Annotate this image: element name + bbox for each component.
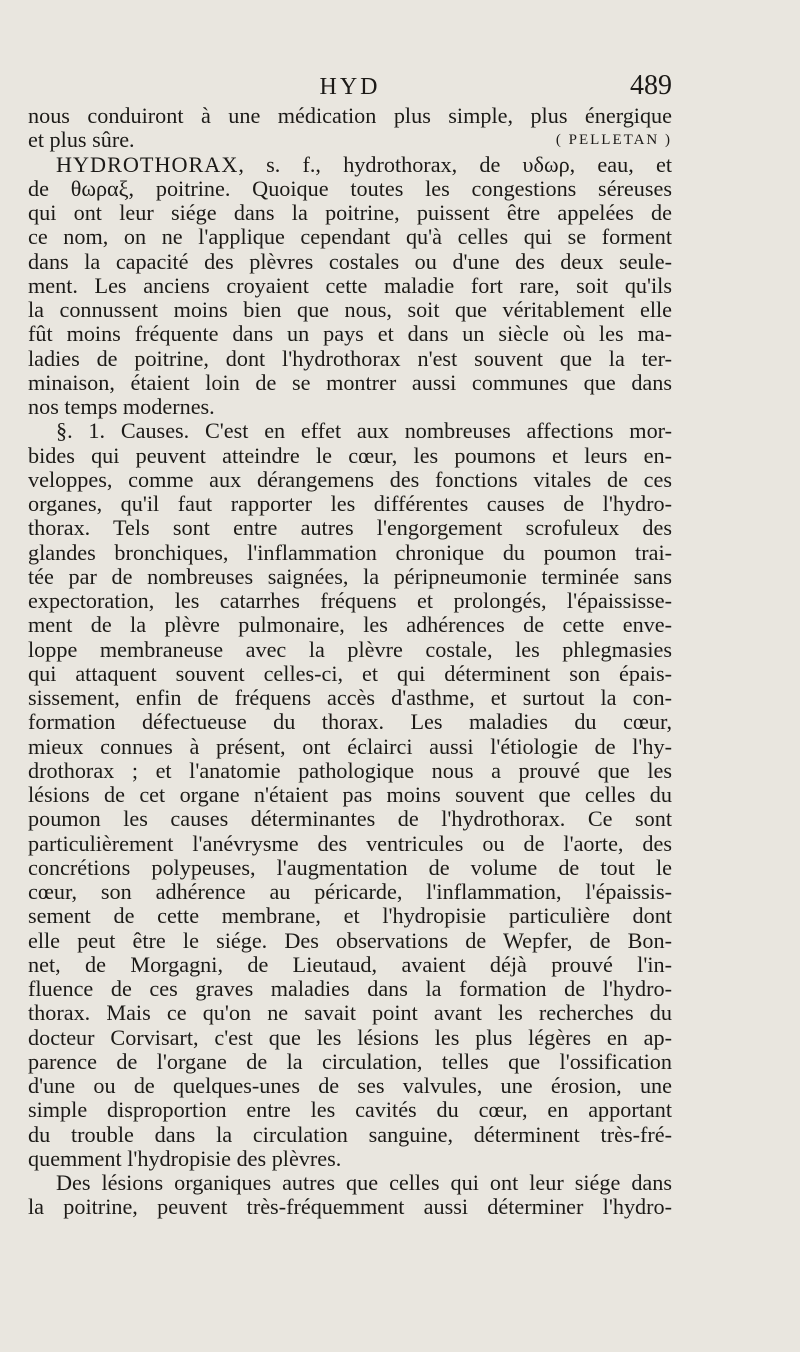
text-line: du trouble dans la circulation sanguine, déterminent très-fré-	[28, 1121, 672, 1147]
text-line: loppe membraneuse avec la plèvre costale, les phlegmasies	[28, 636, 672, 662]
text-line: fût moins fréquente dans un pays et dans un siècle où les ma-	[28, 321, 672, 347]
body-text	[28, 104, 672, 1220]
text-line: sement de cette membrane, et l'hydropisie particulière dont	[28, 903, 672, 929]
text-line: tée par de nombreuses saignées, la péripneumonie terminée sans	[28, 563, 672, 589]
page-header	[28, 72, 672, 106]
text-line: thorax. Tels sont entre autres l'engorgement scrofuleux des	[28, 515, 672, 541]
text-line: Des lésions organiques autres que celles qui ont leur siége dans	[56, 1170, 672, 1195]
text-line: net, de Morgagni, de Lieutaud, avaient déjà prouvé l'in-	[28, 951, 672, 977]
text-line: la poitrine, peuvent très-fréquemment aussi déterminer l'hydro-	[28, 1194, 672, 1220]
text-line: docteur Corvisart, c'est que les lésions les plus légères en ap-	[28, 1024, 672, 1050]
text-line: qui ont leur siége dans la poitrine, puissent être appelées de	[28, 200, 672, 225]
entry-headword-line	[28, 153, 672, 177]
text-line: qui attaquent souvent celles-ci, et qui déterminent son épais-	[28, 660, 672, 686]
text-line: mieux connues à présent, ont éclairci aussi l'étiologie de l'hy-	[28, 733, 672, 759]
text-line: elle peut être le siége. Des observations de Wepfer, de Bon-	[28, 927, 672, 953]
text-line: quemment l'hydropisie des plèvres.	[28, 1145, 342, 1171]
text-line: ce nom, on ne l'applique cependant qu'à celles qui se forment	[28, 224, 672, 250]
text-line: formation défectueuse du thorax. Les maladies du cœur,	[28, 709, 672, 735]
section-heading-line: §. 1. Causes. C'est en effet aux nombreuses affections mor-	[56, 418, 672, 444]
text-line: cœur, son adhérence au péricarde, l'inflammation, l'épaissis-	[28, 879, 672, 904]
text-line: sissement, enfin de fréquens accès d'asthme, et surtout la con-	[28, 685, 672, 710]
running-head: HYD	[319, 74, 381, 100]
text-line: thorax. Mais ce qu'on ne savait point avant les recherches du	[28, 1000, 672, 1026]
text-line: fluence de ces graves maladies dans la formation de l'hydro-	[28, 976, 672, 1001]
text-line: veloppes, comme aux dérangemens des fonctions vitales de ces	[28, 466, 672, 492]
text-line: organes, qu'il faut rapporter les différentes causes de l'hydro-	[28, 491, 672, 516]
text-line: ladies de poitrine, dont l'hydrothorax n'est souvent que la ter-	[28, 345, 672, 371]
text-line-content: , s. f., hydrothorax, de υδωρ, eau, et	[238, 151, 672, 177]
text-line: expectoration, les catarrhes fréquens et prolongés, l'épaississe-	[28, 588, 672, 613]
text-line: poumon les causes déterminantes de l'hydrothorax. Ce sont	[28, 806, 672, 832]
text-line: bides qui peuvent atteindre le cœur, les poumons et leurs en-	[28, 442, 672, 468]
author-attribution: ( PELLETAN )	[555, 132, 672, 149]
text-line	[28, 128, 672, 152]
text-line: lésions de cet organe n'étaient pas moins souvent que celles du	[28, 782, 672, 807]
text-line: minaison, étaient loin de se montrer aussi communes que dans	[28, 369, 672, 395]
text-line: particulièrement l'anévrysme des ventricules ou de l'aorte, des	[28, 830, 672, 856]
text-line: la connussent moins bien que nous, soit que véritablement elle	[28, 297, 672, 322]
page-number: 489	[630, 70, 672, 101]
text-line: simple disproportion entre les cavités du cœur, en apportant	[28, 1097, 672, 1123]
text-line-content: et plus sûre.	[28, 127, 135, 153]
text-line: ment. Les anciens croyaient cette maladie fort rare, soit qu'ils	[28, 272, 672, 298]
text-line: nos temps modernes.	[28, 394, 215, 419]
text-line: dans la capacité des plèvres costales ou d'une des deux seule-	[28, 248, 672, 274]
text-line: concrétions polypeuses, l'augmentation de volume de tout le	[28, 854, 672, 880]
text-line: nous conduiront à une médication plus simple, plus énergique	[28, 103, 672, 128]
text-line: de θωραξ, poitrine. Quoique toutes les congestions séreuses	[28, 175, 672, 201]
text-line: parence de l'organe de la circulation, telles que l'ossification	[28, 1048, 672, 1074]
text-line: d'une ou de quelques-unes de ses valvules, une érosion, une	[28, 1073, 672, 1098]
text-line: drothorax ; et l'anatomie pathologique nous a prouvé que les	[28, 757, 672, 783]
text-line: ment de la plèvre pulmonaire, les adhérences de cette enve-	[28, 612, 672, 638]
entry-headword: HYDROTHORAX	[56, 151, 239, 177]
text-line: glandes bronchiques, l'inflammation chronique du poumon trai-	[28, 539, 672, 565]
